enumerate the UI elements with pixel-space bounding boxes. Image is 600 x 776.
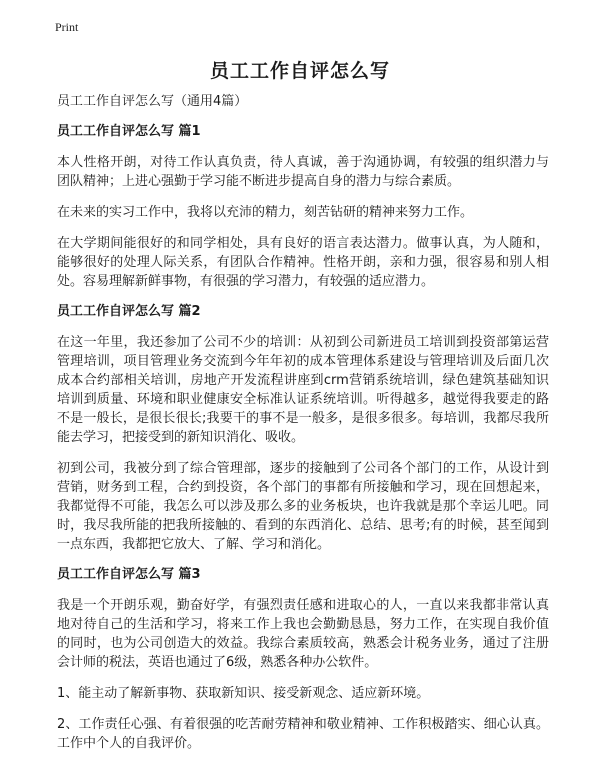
section-heading: 员工工作自评怎么写 篇1	[57, 124, 201, 139]
document-subtitle: 员工工作自评怎么写（通用4篇）	[57, 94, 248, 109]
paragraph: 在大学期间能很好的和同学相处，具有良好的语言表达潜力。做事认真，为人随和，能够很好的处理人际关系，有团队合作精神。性格开朗，亲和力强，很容易和别人相处。容易理解新鲜事物，有很强的学习潜力，有较强的适应潜力。	[57, 236, 549, 289]
section-heading: 员工工作自评怎么写 篇3	[57, 567, 201, 582]
paragraph: 在这一年里，我还参加了公司不少的培训：从初到公司新进员工培训到投资部第运营管理培训，项目管理业务交流到今年年初的成本管理体系建设与管理培训及后面几次成本合约部相关培训，房地产开发流程讲座到crm营销系统培训，绿色建筑基础知识培训到质量、环境和职业健康安全标准认证系统培训。听得越多，越觉得我要走的路不是一般长，是很长很长;我要干的事不是一般多，是很多很多。每培训，我都尽我所能去学习，把接受到的新知识消化、吸收。	[57, 335, 549, 445]
print-link[interactable]: Print	[55, 20, 79, 34]
page-title: 员工工作自评怎么写	[209, 60, 390, 82]
section-2	[57, 303, 549, 554]
paragraph: 初到公司，我被分到了综合管理部，逐步的接触到了公司各个部门的工作，从设计到营销，财务到工程，合约到投资，各个部门的事都有所接触和学习，现在回想起来，我都觉得不可能，我怎么可以涉及那么多的业务板块，也许我就是那个幸运儿吧。同时，我尽我所能的把我所接触的、看到的东西消化、总结、思考;有的时候，甚至闻到一点东西，我都把它放大、了解、学习和消化。	[57, 461, 549, 552]
paragraph: 2、工作责任心强、有着很强的吃苦耐劳精神和敬业精神、工作积极踏实、细心认真。工作中个人的自我评价。	[57, 717, 549, 751]
section-1	[57, 123, 549, 291]
section-heading: 员工工作自评怎么写 篇2	[57, 304, 201, 319]
paragraph: 在未来的实习工作中，我将以充沛的精力，刻苦钻研的精神来努力工作。	[57, 205, 474, 220]
document-body	[57, 93, 549, 765]
paragraph: 本人性格开朗，对待工作认真负责，待人真诚，善于沟通协调，有较强的组织潜力与团队精神；上进心强勤于学习能不断进步提高自身的潜力与综合素质。	[57, 155, 549, 189]
paragraph: 1、能主动了解新事物、获取新知识、接受新观念、适应新环境。	[57, 686, 430, 701]
paragraph: 我是一个开朗乐观，勤奋好学，有强烈责任感和进取心的人，一直以来我都非常认真地对待自己的生活和学习，将来工作上我也会勤勤恳恳，努力工作，在实现自我价值的同时，也为公司创造大的效益。我综合素质较高，熟悉会计税务业务，通过了注册会计师的税法，英语也通过了6级，熟悉各种办公软件。	[57, 598, 549, 670]
section-3	[57, 566, 549, 753]
